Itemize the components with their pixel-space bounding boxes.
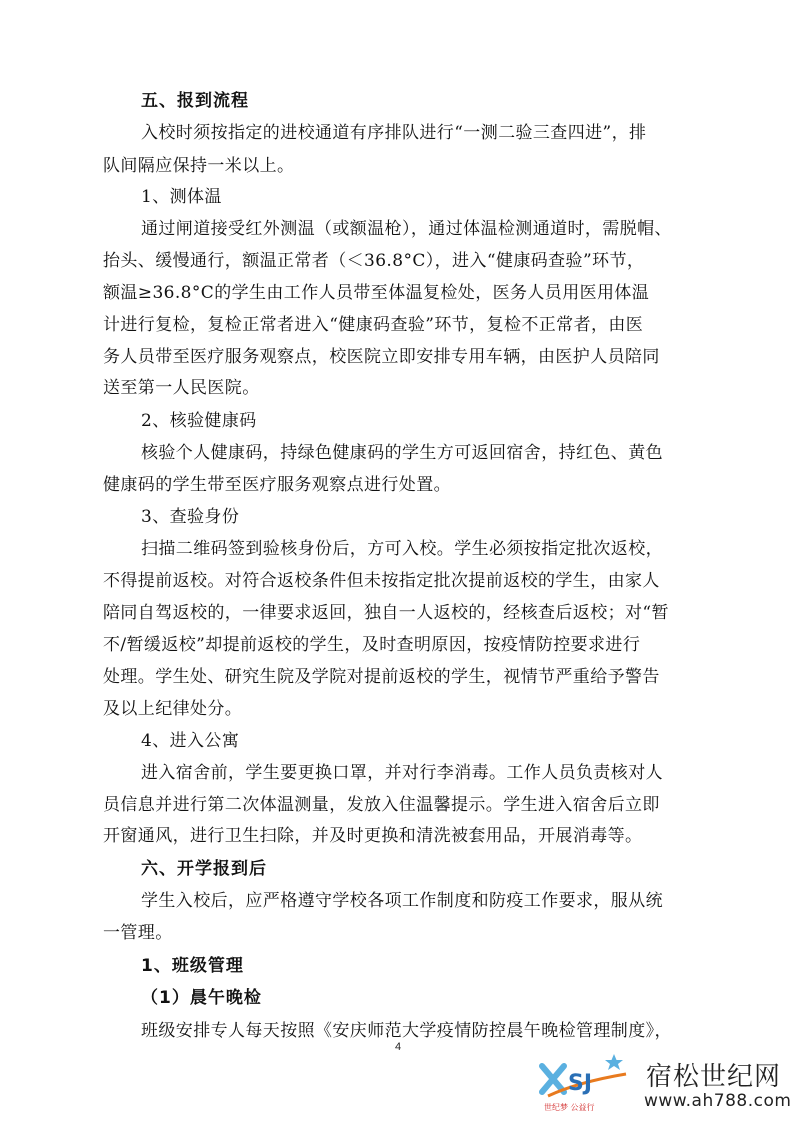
paragraph-line: 1、测体温 [141, 187, 222, 207]
paragraph-line: 入校时须按指定的进校通道有序排队进行“一测二验三查四进”，排 [141, 123, 647, 143]
site-name: 宿松世纪网 [646, 1062, 782, 1092]
paragraph-line: 不得提前返校。对符合返校条件但未按指定批次提前返校的学生，由家人 [103, 571, 660, 591]
paragraph-line: 进入宿舍前，学生要更换口罩，并对行李消毒。工作人员负责核对人 [141, 763, 663, 783]
site-url[interactable]: www.ah788.com [644, 1091, 792, 1111]
paragraph-line: 3、查验身份 [141, 507, 240, 527]
heading-line: （1）晨午晚检 [141, 988, 262, 1008]
paragraph-line: 额温≥36.8°C的学生由工作人员带至体温复检处，医务人员用医用体温 [103, 283, 650, 303]
paragraph-line: 不/暂缓返校”却提前返校的学生，及时查明原因，按疫情防控要求进行 [103, 635, 641, 655]
watermark [538, 1052, 792, 1118]
paragraph-line: 陪同自驾返校的，一律要求返回，独自一人返校的，经核查后返校；对“暂 [103, 603, 669, 623]
paragraph-line: 队间隔应保持一米以上。 [103, 156, 295, 176]
paragraph-line: 抬头、缓慢通行，额温正常者（＜36.8°C），进入“健康码查验”环节， [103, 251, 645, 271]
paragraph-line: 4、进入公寓 [141, 731, 240, 751]
paragraph-line: 学生入校后，应严格遵守学校各项工作制度和防疫工作要求，服从统 [141, 891, 663, 911]
paragraph-line: 计进行复检，复检正常者进入“健康码查验”环节，复检不正常者，由医 [103, 315, 644, 335]
paragraph-line: 送至第一人民医院。 [103, 378, 260, 398]
paragraph-line: 2、核验健康码 [141, 411, 257, 431]
paragraph-line: 务人员带至医疗服务观察点，校医院立即安排专用车辆，由医护人员陪同 [103, 347, 660, 367]
paragraph-line: 核验个人健康码，持绿色健康码的学生方可返回宿舍，持红色、黄色 [141, 443, 663, 463]
paragraph-line: 一管理。 [103, 923, 173, 943]
paragraph-line: 员信息并进行第二次体温测量，发放入住温馨提示。学生进入宿舍后立即 [103, 795, 660, 815]
paragraph-line: 班级安排专人每天按照《安庆师范大学疫情防控晨午晚检管理制度》， [141, 1021, 672, 1041]
logo-text: SJ [568, 1071, 593, 1096]
heading-line: 1、班级管理 [141, 956, 244, 976]
site-slogan: 世纪梦 公益行 [544, 1103, 595, 1112]
paragraph-line: 处理。学生处、研究生院及学院对提前返校的学生，视情节严重给予警告 [103, 667, 660, 687]
heading-line: 五、报到流程 [141, 91, 249, 111]
page-number: 4 [394, 1041, 402, 1053]
paragraph-line: 健康码的学生带至医疗服务观察点进行处置。 [103, 475, 451, 495]
heading-line: 六、开学报到后 [141, 859, 267, 879]
paragraph-line: 扫描二维码签到验核身份后，方可入校。学生必须按指定批次返校， [141, 539, 663, 559]
paragraph-line: 及以上纪律处分。 [103, 699, 243, 719]
paragraph-line: 开窗通风，进行卫生扫除，并及时更换和清洗被套用品，开展消毒等。 [103, 826, 643, 846]
paragraph-line: 通过闸道接受红外测温（或额温枪），通过体温检测通道时，需脱帽、 [141, 219, 672, 239]
